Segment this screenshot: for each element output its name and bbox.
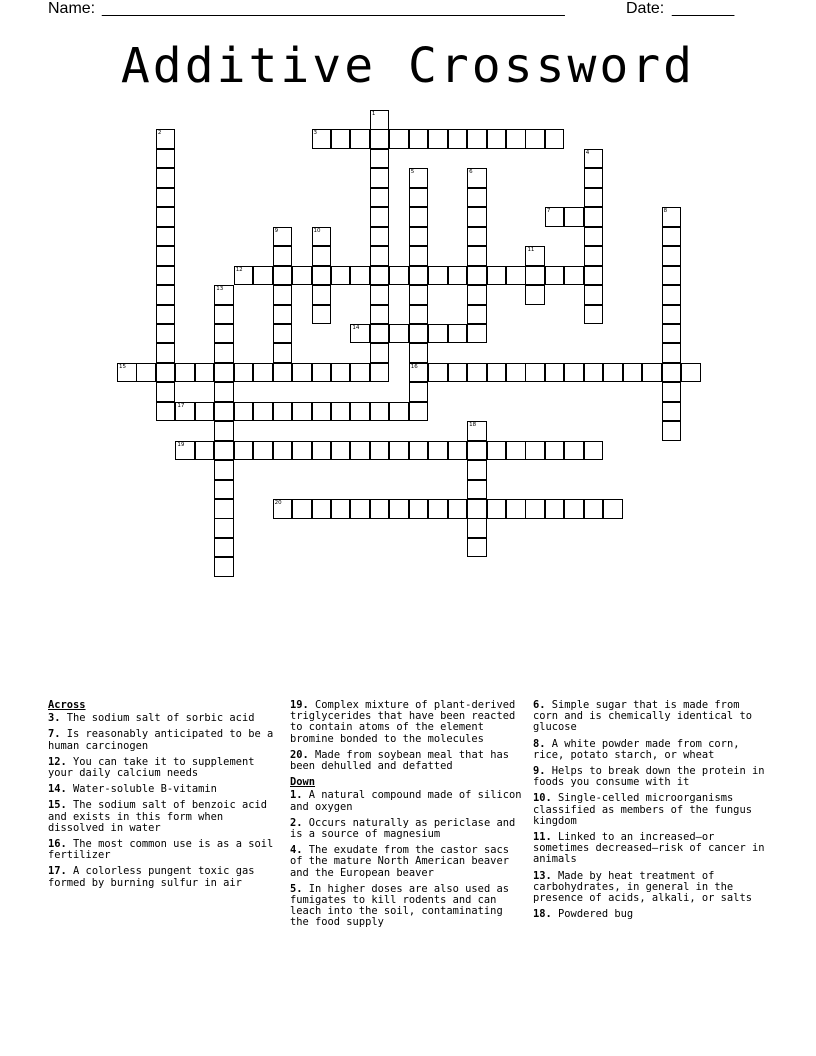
grid-cell[interactable] (312, 266, 332, 286)
grid-cell[interactable] (214, 382, 234, 402)
grid-cell[interactable] (292, 266, 312, 286)
grid-cell[interactable] (234, 402, 254, 422)
grid-cell[interactable] (350, 363, 370, 383)
grid-cell[interactable] (428, 499, 448, 519)
grid-cell[interactable] (389, 324, 409, 344)
grid-cell[interactable] (487, 363, 507, 383)
clue-across-14: 14. Water-soluble B-vitamin (48, 783, 217, 796)
name-label: Name: (48, 0, 96, 17)
grid-cell[interactable] (156, 305, 176, 325)
grid-cell[interactable] (662, 363, 682, 383)
grid-cell[interactable] (662, 402, 682, 422)
grid-cell[interactable] (662, 305, 682, 325)
grid-cell[interactable] (584, 149, 604, 169)
grid-cell[interactable] (506, 499, 526, 519)
grid-cell[interactable] (409, 324, 429, 344)
grid-cell[interactable] (487, 441, 507, 461)
grid-cell[interactable] (331, 363, 351, 383)
grid-cell[interactable] (312, 499, 332, 519)
grid-cell[interactable] (273, 441, 293, 461)
clue-number: 20 (274, 500, 282, 506)
grid-cell[interactable] (409, 285, 429, 305)
grid-cell[interactable] (312, 129, 332, 149)
grid-cell[interactable] (623, 363, 643, 383)
clues-column-3 (533, 700, 769, 925)
grid-cell[interactable] (584, 441, 604, 461)
grid-cell[interactable] (467, 188, 487, 208)
grid-cell[interactable] (389, 499, 409, 519)
grid-cell[interactable] (584, 188, 604, 208)
clue-across-19: 19. Complex mixture of plant-derived triglycerides that have been reacted to contain atoms of the element bromine bonded to the molecules (290, 699, 516, 745)
date-label: Date: (626, 0, 665, 17)
grid-cell[interactable] (525, 499, 545, 519)
grid-cell[interactable] (214, 518, 234, 538)
grid-cell[interactable] (195, 402, 215, 422)
grid-cell[interactable] (370, 343, 390, 363)
clue-number: 9 (274, 227, 279, 234)
clue-down-11: 11. Linked to an increased—or sometimes decreased—risk of cancer in animals (533, 831, 765, 866)
grid-cell[interactable] (273, 246, 293, 266)
grid-cell[interactable] (370, 110, 390, 130)
grid-cell[interactable] (409, 402, 429, 422)
grid-cell[interactable] (467, 285, 487, 305)
clue-number: 17 (177, 402, 185, 409)
clue-number: 15 (119, 363, 126, 370)
clue-number: 19 (177, 441, 185, 448)
name-line[interactable]: ____________________________________________________ (102, 0, 565, 17)
clue-number: 8 (663, 208, 668, 215)
clue-down-8: 8. A white powder made from corn, rice, potato starch, or wheat (533, 737, 740, 761)
grid-cell[interactable] (214, 460, 234, 480)
grid-cell[interactable] (389, 402, 409, 422)
clue-down-5: 5. In higher doses are also used as fumigates to kill rodents and can leach into the soil, contaminating the food supply (290, 882, 509, 929)
grid-cell[interactable] (467, 441, 487, 461)
grid-cell[interactable] (545, 363, 565, 383)
grid-cell[interactable] (409, 246, 429, 266)
grid-cell[interactable] (662, 266, 682, 286)
grid-cell[interactable] (370, 266, 390, 286)
grid-cell[interactable] (662, 246, 682, 266)
grid-cell[interactable] (195, 441, 215, 461)
clue-down-18: 18. Powdered bug (533, 908, 634, 921)
grid-cell[interactable] (273, 266, 293, 286)
grid-cell[interactable] (273, 227, 293, 247)
clue-down-9: 9. Helps to break down the protein in foods you consume with it (533, 765, 765, 789)
grid-cell[interactable] (545, 129, 565, 149)
grid-cell[interactable] (214, 285, 234, 305)
grid-cell[interactable] (156, 266, 176, 286)
grid-cell[interactable] (564, 441, 584, 461)
grid-cell[interactable] (409, 441, 429, 461)
grid-cell[interactable] (584, 305, 604, 325)
grid-cell[interactable] (584, 499, 604, 519)
grid-cell[interactable] (409, 499, 429, 519)
clue-down-1: 1. A natural compound made of silicon and oxygen (290, 789, 522, 813)
clue-down-6: 6. Simple sugar that is made from corn and is chemically identical to glucose (533, 699, 752, 734)
grid-cell[interactable] (292, 499, 312, 519)
grid-cell[interactable] (370, 129, 390, 149)
grid-cell[interactable] (370, 285, 390, 305)
grid-cell[interactable] (214, 305, 234, 325)
clue-number: 4 (585, 149, 590, 156)
grid-cell[interactable] (662, 343, 682, 363)
grid-cell[interactable] (214, 499, 234, 519)
grid-cell[interactable] (584, 285, 604, 305)
grid-cell[interactable] (662, 421, 682, 441)
grid-cell[interactable] (156, 402, 176, 422)
grid-cell[interactable] (506, 266, 526, 286)
grid-cell[interactable] (214, 557, 234, 577)
grid-cell[interactable] (428, 266, 448, 286)
grid-cell[interactable] (409, 207, 429, 227)
clue-across-16: 16. The most common use is as a soil fertilizer (48, 838, 274, 862)
grid-cell[interactable] (409, 168, 429, 188)
grid-cell[interactable] (409, 266, 429, 286)
grid-cell[interactable] (214, 480, 234, 500)
grid-cell[interactable] (409, 363, 429, 383)
grid-cell[interactable] (370, 168, 390, 188)
grid-cell[interactable] (175, 363, 195, 383)
clue-across-3: 3. The sodium salt of sorbic acid (48, 712, 255, 725)
grid-cell[interactable] (156, 246, 176, 266)
clues-column-1 (48, 700, 280, 894)
grid-cell[interactable] (506, 363, 526, 383)
grid-cell[interactable] (234, 363, 254, 383)
grid-cell[interactable] (409, 305, 429, 325)
grid-cell[interactable] (331, 129, 351, 149)
grid-cell[interactable] (292, 363, 312, 383)
page-title: Additive Crossword (120, 38, 696, 94)
grid-cell[interactable] (214, 363, 234, 383)
grid-cell[interactable] (370, 363, 390, 383)
grid-cell[interactable] (273, 402, 293, 422)
clue-down-10: 10. Single-celled microorganisms classified as members of the fungus kingdom (533, 792, 752, 827)
grid-cell[interactable] (214, 421, 234, 441)
clue-number: 6 (469, 169, 473, 176)
grid-cell[interactable] (448, 324, 468, 344)
grid-cell[interactable] (156, 188, 176, 208)
grid-cell[interactable] (428, 363, 448, 383)
grid-cell[interactable] (370, 499, 390, 519)
grid-cell[interactable] (389, 266, 409, 286)
grid-cell[interactable] (156, 285, 176, 305)
grid-cell[interactable] (409, 227, 429, 247)
grid-cell[interactable] (467, 305, 487, 325)
grid-cell[interactable] (603, 499, 623, 519)
grid-cell[interactable] (331, 441, 351, 461)
clue-across-7: 7. Is reasonably anticipated to be a human carcinogen (48, 728, 274, 752)
clue-number: 14 (352, 324, 360, 331)
grid-cell[interactable] (370, 188, 390, 208)
clue-number: 10 (313, 227, 321, 234)
grid-cell[interactable] (525, 285, 545, 305)
grid-cell[interactable] (273, 343, 293, 363)
grid-cell[interactable] (428, 441, 448, 461)
grid-cell[interactable] (525, 129, 545, 149)
grid-cell[interactable] (409, 188, 429, 208)
grid-cell[interactable] (662, 324, 682, 344)
grid-cell[interactable] (292, 441, 312, 461)
grid-cell[interactable] (156, 149, 176, 169)
grid-cell[interactable] (545, 441, 565, 461)
grid-cell[interactable] (467, 324, 487, 344)
grid-cell[interactable] (564, 363, 584, 383)
grid-cell[interactable] (467, 421, 487, 441)
grid-cell[interactable] (584, 168, 604, 188)
grid-cell[interactable] (584, 363, 604, 383)
grid-cell[interactable] (370, 246, 390, 266)
grid-cell[interactable] (448, 363, 468, 383)
grid-cell[interactable] (642, 363, 662, 383)
grid-cell[interactable] (331, 266, 351, 286)
grid-cell[interactable] (350, 266, 370, 286)
date-line[interactable]: _______ (672, 0, 735, 17)
clue-across-17: 17. A colorless pungent toxic gas formed by burning sulfur in air (48, 865, 255, 889)
grid-cell[interactable] (350, 441, 370, 461)
grid-cell[interactable] (681, 363, 701, 383)
grid-cell[interactable] (214, 441, 234, 461)
grid-cell[interactable] (156, 168, 176, 188)
clue-number: 12 (235, 266, 243, 273)
grid-cell[interactable] (156, 343, 176, 363)
grid-cell[interactable] (175, 402, 195, 422)
grid-cell[interactable] (370, 227, 390, 247)
grid-cell[interactable] (292, 402, 312, 422)
grid-cell[interactable] (214, 343, 234, 363)
clue-number: 16 (410, 363, 418, 370)
grid-cell[interactable] (409, 382, 429, 402)
grid-cell[interactable] (564, 266, 584, 286)
grid-cell[interactable] (370, 305, 390, 325)
grid-cell[interactable] (428, 129, 448, 149)
grid-cell[interactable] (467, 480, 487, 500)
grid-cell[interactable] (175, 441, 195, 461)
grid-cell[interactable] (273, 499, 293, 519)
grid-cell[interactable] (448, 129, 468, 149)
grid-cell[interactable] (350, 499, 370, 519)
clue-number: 11 (527, 247, 535, 254)
grid-cell[interactable] (448, 441, 468, 461)
grid-cell[interactable] (312, 441, 332, 461)
grid-cell[interactable] (389, 441, 409, 461)
grid-cell[interactable] (214, 324, 234, 344)
clue-number: 5 (410, 169, 415, 176)
grid-cell[interactable] (234, 266, 254, 286)
grid-cell[interactable] (409, 343, 429, 363)
clue-across-12: 12. You can take it to supplement your daily calcium needs (48, 755, 255, 780)
grid-cell[interactable] (487, 129, 507, 149)
grid-cell[interactable] (350, 402, 370, 422)
grid-cell[interactable] (525, 363, 545, 383)
grid-cell[interactable] (312, 285, 332, 305)
grid-cell[interactable] (448, 266, 468, 286)
grid-cell[interactable] (467, 129, 487, 149)
grid-cell[interactable] (545, 499, 565, 519)
grid-cell[interactable] (467, 363, 487, 383)
grid-cell[interactable] (370, 441, 390, 461)
grid-cell[interactable] (350, 324, 370, 344)
grid-cell[interactable] (273, 285, 293, 305)
grid-cell[interactable] (214, 538, 234, 558)
clue-across-20: 20. Made from soybean meal that has been dehulled and defatted (290, 748, 509, 773)
grid-cell[interactable] (467, 207, 487, 227)
grid-cell[interactable] (312, 363, 332, 383)
grid-cell[interactable] (312, 305, 332, 325)
grid-cell[interactable] (389, 129, 409, 149)
clue-number: 7 (546, 208, 551, 215)
grid-cell[interactable] (331, 499, 351, 519)
clue-down-13: 13. Made by heat treatment of carbohydrates, in general in the presence of acids, alkali, or salts (533, 869, 752, 905)
clue-number: 13 (216, 286, 224, 293)
grid-cell[interactable] (370, 402, 390, 422)
grid-cell[interactable] (331, 402, 351, 422)
grid-cell[interactable] (136, 363, 156, 383)
clue-down-2: 2. Occurs naturally as periclase and is a source of magnesium (290, 816, 516, 841)
grid-cell[interactable] (662, 382, 682, 402)
grid-cell[interactable] (584, 246, 604, 266)
grid-cell[interactable] (312, 246, 332, 266)
grid-cell[interactable] (525, 266, 545, 286)
grid-cell[interactable] (273, 305, 293, 325)
grid-cell[interactable] (370, 149, 390, 169)
grid-cell[interactable] (156, 324, 176, 344)
grid-cell[interactable] (545, 207, 565, 227)
grid-cell[interactable] (253, 266, 273, 286)
grid-cell[interactable] (525, 441, 545, 461)
grid-cell[interactable] (467, 227, 487, 247)
grid-cell[interactable] (253, 363, 273, 383)
grid-cell[interactable] (253, 441, 273, 461)
grid-cell[interactable] (525, 246, 545, 266)
grid-cell[interactable] (467, 460, 487, 480)
grid-cell[interactable] (506, 129, 526, 149)
grid-cell[interactable] (156, 363, 176, 383)
grid-cell[interactable] (273, 324, 293, 344)
grid-cell[interactable] (370, 207, 390, 227)
grid-cell[interactable] (467, 499, 487, 519)
grid-cell[interactable] (564, 499, 584, 519)
grid-cell[interactable] (467, 538, 487, 558)
grid-cell[interactable] (662, 227, 682, 247)
down-heading: Down (290, 776, 316, 789)
grid-cell[interactable] (370, 324, 390, 344)
clue-down-4: 4. The exudate from the castor sacs of the mature North American beaver and the European beaver (290, 844, 509, 879)
grid-cell[interactable] (467, 518, 487, 538)
grid-cell[interactable] (584, 266, 604, 286)
grid-cell[interactable] (312, 227, 332, 247)
grid-cell[interactable] (506, 441, 526, 461)
grid-cell[interactable] (234, 441, 254, 461)
clues-column-2 (290, 700, 526, 934)
grid-cell[interactable] (214, 402, 234, 422)
grid-cell[interactable] (487, 499, 507, 519)
grid-cell[interactable] (117, 363, 137, 383)
grid-cell[interactable] (312, 402, 332, 422)
grid-cell[interactable] (253, 402, 273, 422)
grid-cell[interactable] (584, 227, 604, 247)
clue-number: 1 (371, 111, 376, 117)
grid-cell[interactable] (603, 363, 623, 383)
grid-cell[interactable] (467, 266, 487, 286)
clue-number: 2 (157, 130, 162, 137)
grid-cell[interactable] (467, 168, 487, 188)
grid-cell[interactable] (156, 227, 176, 247)
grid-cell[interactable] (195, 363, 215, 383)
grid-cell[interactable] (273, 363, 293, 383)
grid-cell[interactable] (350, 129, 370, 149)
grid-cell[interactable] (584, 207, 604, 227)
grid-cell[interactable] (428, 324, 448, 344)
clue-across-15: 15. The sodium salt of benzoic acid and exists in this form when dissolved in water (48, 799, 267, 834)
grid-cell[interactable] (448, 499, 468, 519)
grid-cell[interactable] (662, 285, 682, 305)
grid-cell[interactable] (156, 207, 176, 227)
across-heading: Across (48, 699, 86, 711)
grid-cell[interactable] (564, 207, 584, 227)
clue-number: 3 (313, 130, 317, 137)
grid-cell[interactable] (156, 129, 176, 149)
grid-cell[interactable] (409, 129, 429, 149)
grid-cell[interactable] (487, 266, 507, 286)
grid-cell[interactable] (545, 266, 565, 286)
grid-cell[interactable] (156, 382, 176, 402)
grid-cell[interactable] (467, 246, 487, 266)
clue-number: 18 (469, 422, 477, 429)
grid-cell[interactable] (662, 207, 682, 227)
